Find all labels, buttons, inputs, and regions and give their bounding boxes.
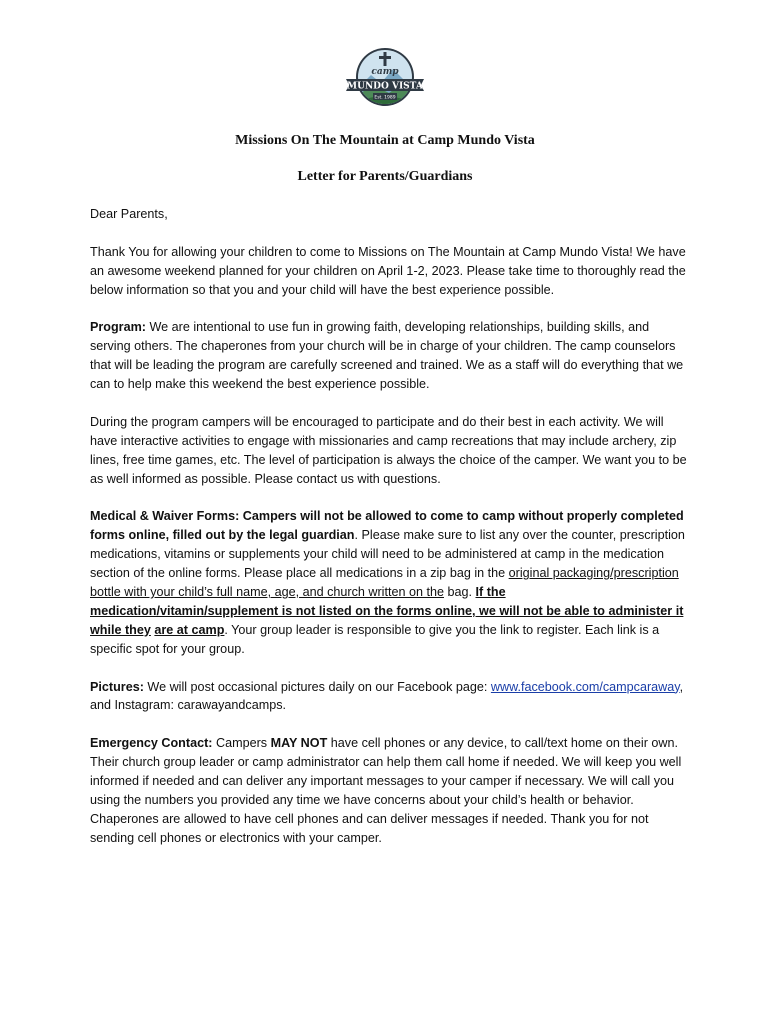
medical-warning: If the medication/vitamin/supplement is not listed on the forms online, we will not be able to administer it while they bbox=[90, 585, 684, 637]
pictures-label: Pictures: bbox=[90, 679, 144, 694]
medical-at-camp: are at camp bbox=[154, 622, 225, 637]
svg-text:camp: camp bbox=[371, 67, 399, 77]
document-title: Missions On The Mountain at Camp Mundo Vista bbox=[235, 133, 535, 148]
medical-text-b: bag. bbox=[444, 585, 476, 600]
emergency-label: Emergency Contact: bbox=[90, 736, 213, 751]
camp-mundo-vista-logo-icon bbox=[343, 45, 427, 113]
emergency-text-a: Campers bbox=[212, 736, 271, 751]
svg-text:Est. 1989: Est. 1989 bbox=[374, 95, 396, 101]
program-paragraph bbox=[90, 318, 690, 394]
medical-underline-packaging: original packaging/prescription bottle with your child’s full name, age, and church written on the bbox=[90, 566, 679, 600]
medical-paragraph bbox=[90, 507, 690, 658]
pictures-text-a: We will post occasional pictures daily on our Facebook page: bbox=[143, 679, 491, 694]
program-label: Program: bbox=[90, 320, 146, 335]
emergency-may-not: MAY NOT bbox=[270, 736, 328, 751]
letter-body bbox=[90, 205, 690, 867]
svg-text:MUNDO VISTA: MUNDO VISTA bbox=[347, 81, 423, 92]
program-paragraph-2: During the program campers will be encouraged to participate and do their best in each activity. We will have interactive activities to engage with missionaries and camp recreations that may include archery, zip lines, free time games, etc. The level of participation is always the choice of the camper. We want you to be as well informed as possible. Please contact us with questions. bbox=[90, 414, 687, 486]
pictures-text-b: , and Instagram: carawayandcamps. bbox=[90, 679, 684, 713]
pictures-paragraph bbox=[90, 678, 690, 716]
document-subtitle: Letter for Parents/Guardians bbox=[297, 169, 473, 184]
greeting: Dear Parents, bbox=[90, 207, 168, 221]
emergency-text-b: have cell phones or any device, to call/text home on their own. Their church group leader or camp administrator can help them call home if needed. We will keep you well informed if needed and can deliver any important messages to your camper if necessary. We will call you using the numbers you provided any time we have concerns about your child’s health or behavior. Chaperones are allowed to have cell phones and can deliver messages if needed. Thank you for not sending cell phones or electronics with your camper. bbox=[90, 736, 682, 845]
medical-text-d: . Your group leader is responsible to give you the link to register. Each link is a specific spot for your group. bbox=[90, 622, 660, 656]
emergency-paragraph bbox=[90, 734, 690, 847]
medical-text-a: . Please make sure to list any over the counter, prescription medications, vitamins or supplements your child will need to be administered at camp in the medication section of the online forms. Please place all medications in a zip bag in the bbox=[90, 528, 685, 581]
intro-paragraph: Thank You for allowing your children to come to Missions on The Mountain at Camp Mundo Vista! We have an awesome weekend planned for your children on April 1-2, 2023. Please take time to thoroughly read the below information so that you and your child will have the best experience possible. bbox=[90, 244, 686, 297]
medical-label: Medical & Waiver Forms: Campers will not be allowed to come to camp without properly completed forms online, filled out by the legal guardian bbox=[90, 509, 684, 543]
program-text: We are intentional to use fun in growing faith, developing relationships, building skills, and serving others. The chaperones from your church will be in charge of your children. The camp counselors that will be leading the program are carefully screened and trained. We as a staff will do everything that we can to help make this weekend the best experience possible. bbox=[90, 320, 684, 392]
facebook-link[interactable]: www.facebook.com/campcaraway bbox=[490, 679, 680, 694]
